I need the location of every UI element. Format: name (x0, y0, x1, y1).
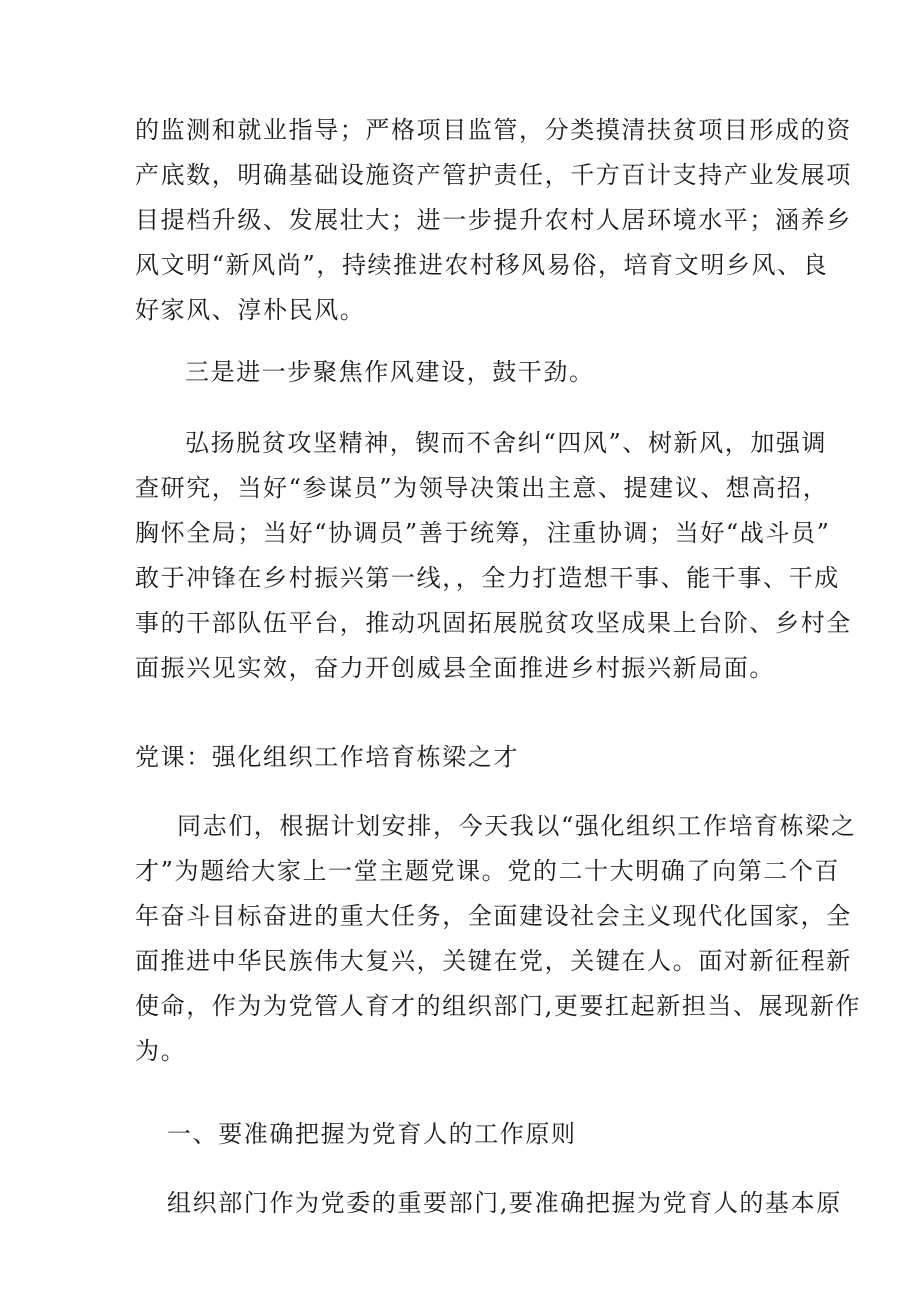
text-line: 年奋斗目标奋进的重大任务，全面建设社会主义现代化国家，全 (135, 902, 852, 930)
text-line: 面推进中华民族伟大复兴，关键在党，关键在人。面对新征程新 (135, 947, 852, 975)
paragraph-6 (167, 1116, 577, 1152)
text-line: 产底数，明确基础设施资产管护责任，千方百计支持产业发展项 (135, 161, 852, 189)
text-line: 组织部门作为党委的重要部门,要准确把握为党育人的基本原 (167, 1189, 842, 1217)
text-line: 事的干部队伍平台，推动巩固拓展脱贫攻坚成果上台阶、乡村全 (135, 609, 852, 637)
paragraph-2 (185, 354, 595, 390)
section-heading: 三是进一步聚焦作风建设，鼓干劲。 (185, 358, 595, 386)
text-line: 才”为题给大家上一堂主题党课。党的二十大明确了向第二个百 (135, 857, 841, 885)
paragraph-4 (135, 739, 519, 775)
paragraph-5 (135, 808, 861, 1069)
paragraph-3 (135, 425, 852, 686)
text-line: 面振兴见实效，奋力开创威县全面推进乡村振兴新局面。 (135, 654, 775, 682)
text-line: 弘扬脱贫攻坚精神，锲而不舍纠“四风”、树新风，加强调 (185, 429, 828, 457)
text-line: 敢于冲锋在乡村振兴第一线，，全力打造想干事、能干事、干成 (135, 564, 840, 592)
text-line: 风文明“新风尚”，持续推进农村移风易俗，培育文明乡风、良 (135, 251, 829, 279)
text-line: 好家风、淳朴民风。 (135, 296, 366, 324)
text-line: 查研究，当好“参谋员”为领导决策出主意、提建议、想高招， (135, 474, 829, 502)
text-line: 为。 (135, 1037, 187, 1065)
text-line: 的监测和就业指导；严格项目监管，分类摸清扶贫项目形成的资 (135, 116, 852, 144)
document-title: 党课：强化组织工作培育栋梁之才 (135, 743, 519, 771)
text-line: 同志们，根据计划安排，今天我以“强化组织工作培育栋梁之 (177, 812, 857, 840)
paragraph-1 (135, 112, 852, 328)
paragraph-7 (167, 1185, 842, 1221)
text-line: 胸怀全局；当好“协调员”善于统筹，注重协调；当好“战斗员” (135, 519, 831, 547)
text-line: 目提档升级、发展壮大；进一步提升农村人居环境水平；涵养乡 (135, 206, 852, 234)
section-heading: 一、要准确把握为党育人的工作原则 (167, 1120, 577, 1148)
text-line: 使命，作为为党管人育才的组织部门,更要扛起新担当、展现新作 (135, 992, 862, 1020)
